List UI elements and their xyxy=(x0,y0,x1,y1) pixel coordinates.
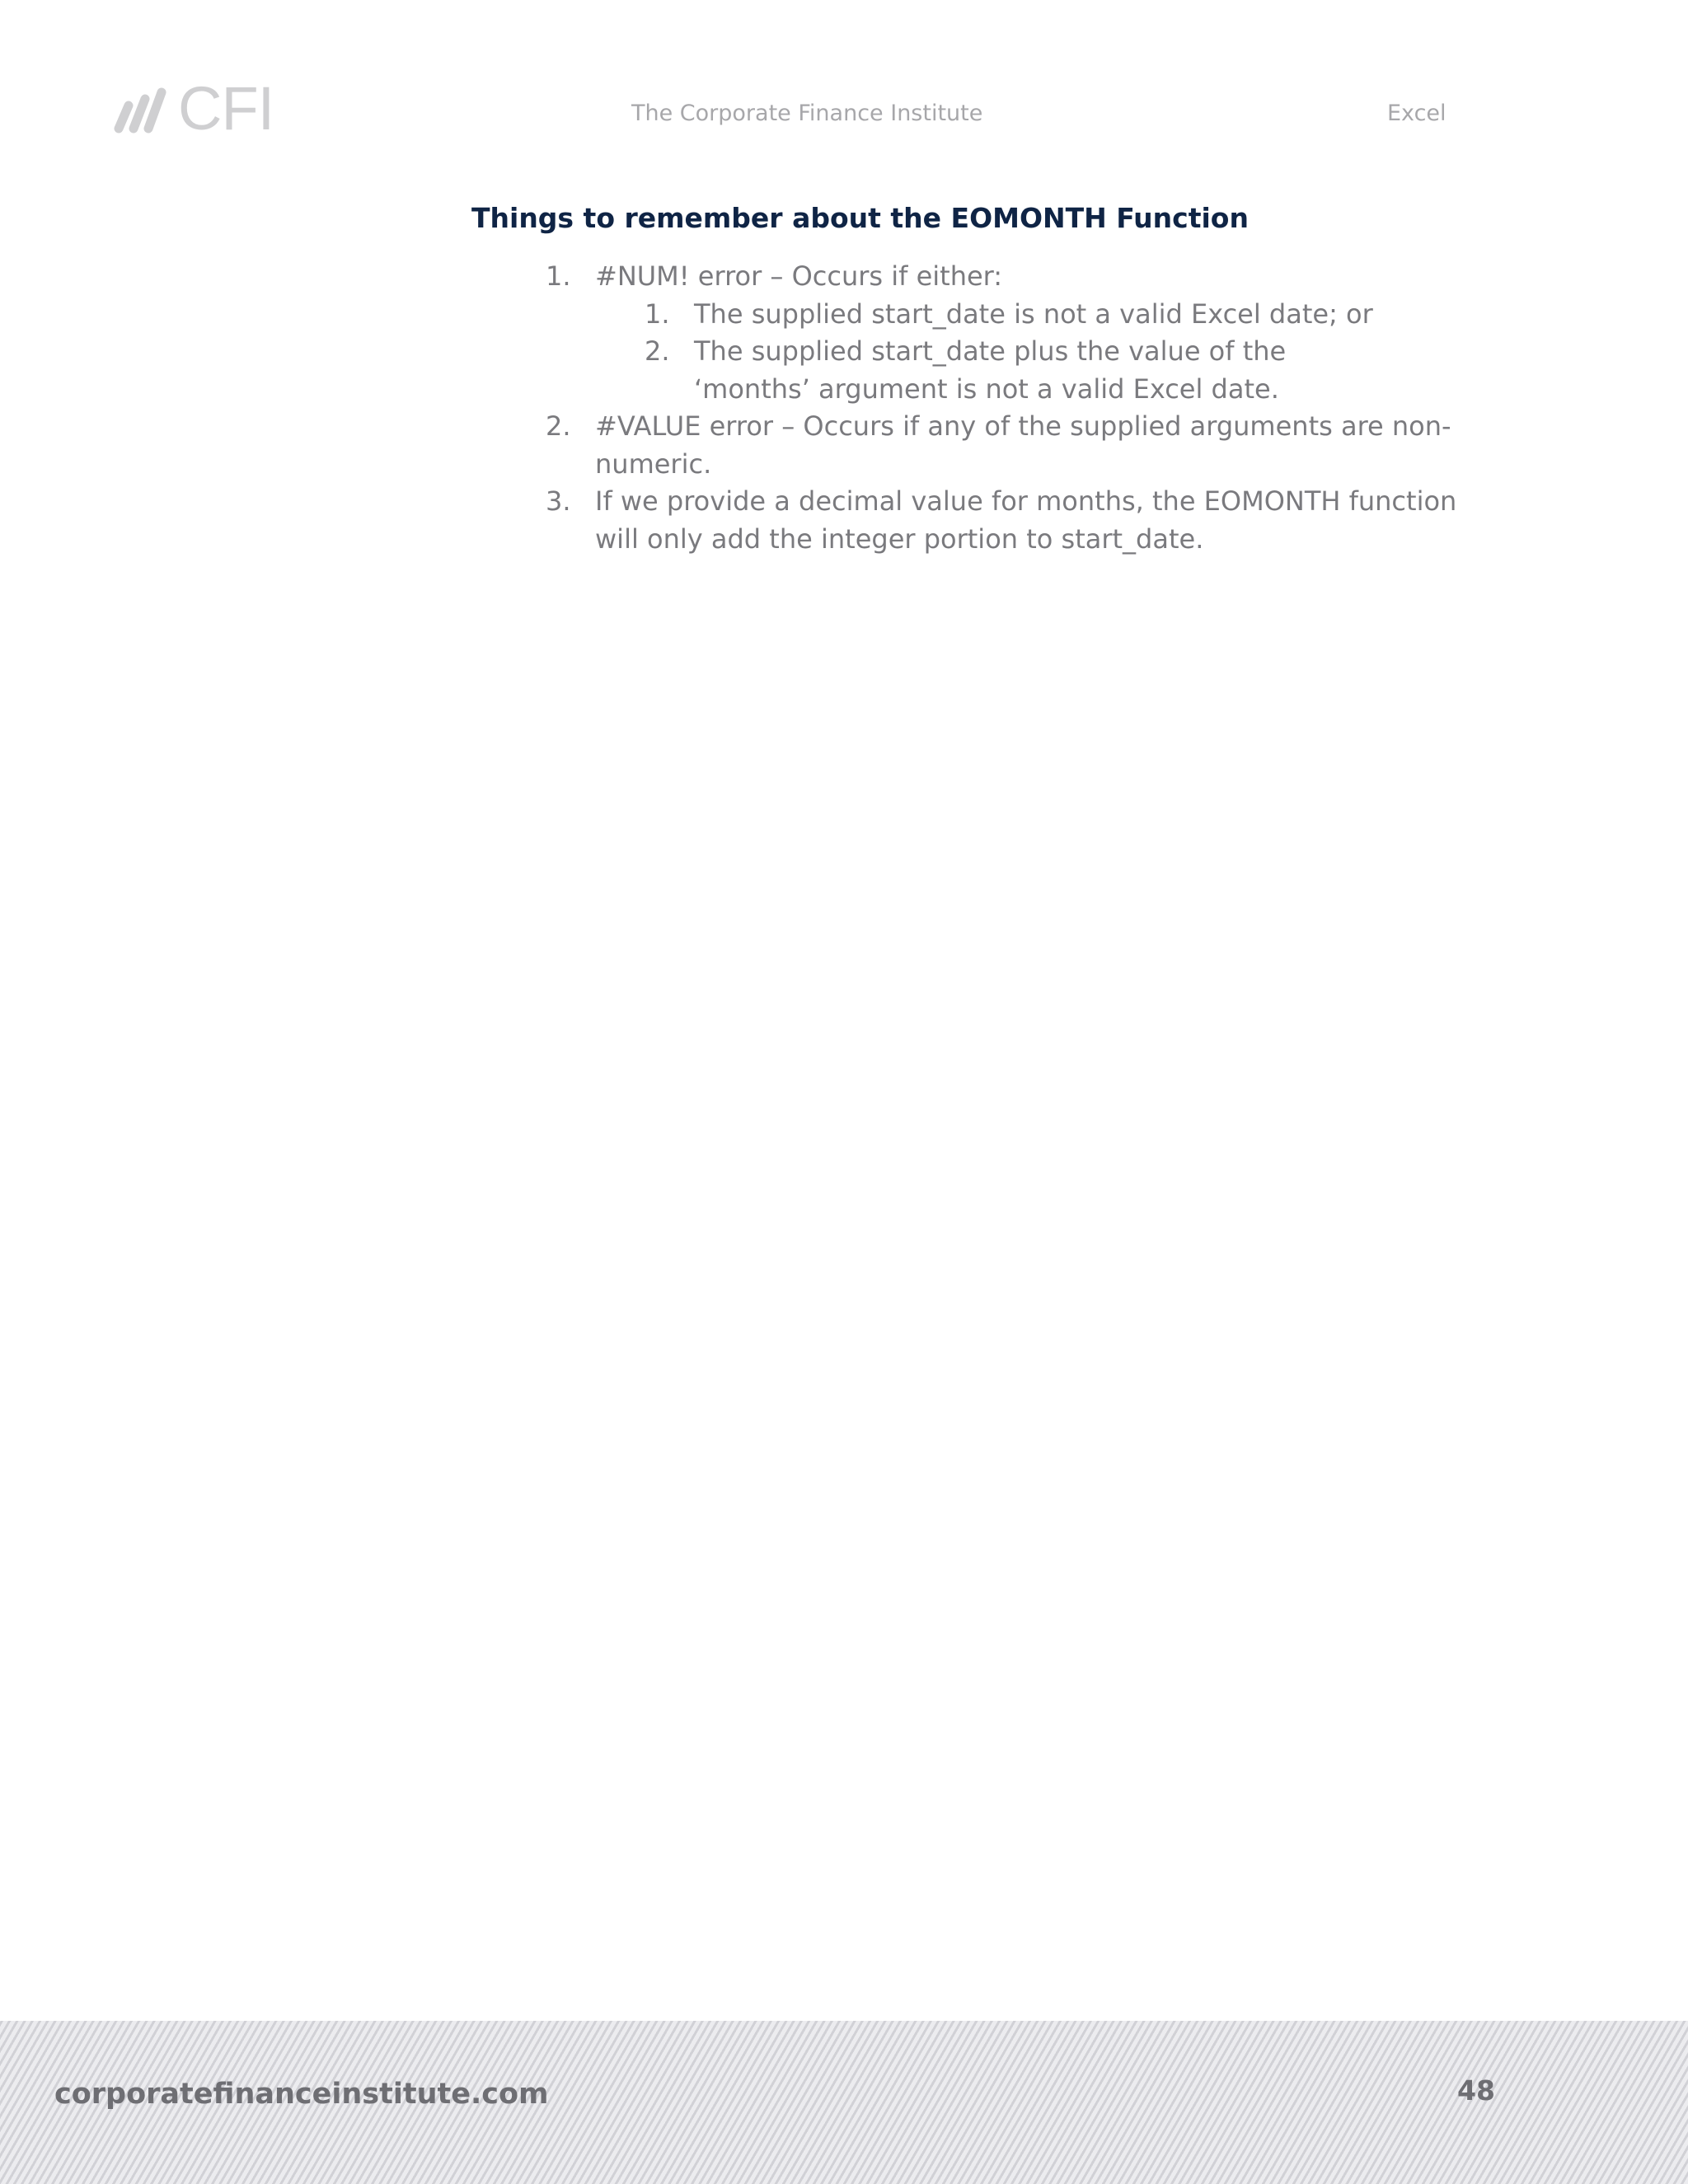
remember-list xyxy=(471,258,1502,558)
header-site-title: The Corporate Finance Institute xyxy=(631,101,983,126)
header-category: Excel xyxy=(1387,101,1447,126)
sub-list xyxy=(595,296,1502,409)
list-item-text: #VALUE error – Occurs if any of the supplied arguments are non-numeric. xyxy=(595,410,1451,480)
list-item-number: 2. xyxy=(546,410,571,442)
list-item xyxy=(471,258,1502,408)
list-item-number: 1. xyxy=(546,260,571,292)
cfi-logo-mark-icon xyxy=(114,87,180,134)
page-header xyxy=(0,0,1688,165)
list-item xyxy=(471,483,1502,558)
section-title: Things to remember about the EOMONTH Function xyxy=(471,202,1249,234)
sub-list-item xyxy=(595,296,1502,334)
list-item-number: 3. xyxy=(546,485,571,517)
list-item xyxy=(471,408,1502,483)
footer-website-link[interactable]: corporatefinanceinstitute.com xyxy=(54,2078,549,2111)
page-number: 48 xyxy=(1457,2074,1495,2107)
cfi-logo xyxy=(114,74,279,143)
logo-text: CFI xyxy=(178,74,274,143)
page-footer xyxy=(0,2021,1688,2184)
sub-list-item-text: The supplied start_date plus the value of the ‘months’ argument is not a valid Excel date. xyxy=(694,335,1287,405)
list-item-text: If we provide a decimal value for months, the EOMONTH function will only add the integer portion to start_date. xyxy=(595,485,1457,555)
list-item-text: #NUM! error – Occurs if either: xyxy=(595,260,1003,292)
sub-list-item-number: 1. xyxy=(645,298,670,330)
sub-list-item-number: 2. xyxy=(645,335,670,367)
sub-list-item-text: The supplied start_date is not a valid Excel date; or xyxy=(694,298,1373,330)
sub-list-item xyxy=(595,333,1502,408)
